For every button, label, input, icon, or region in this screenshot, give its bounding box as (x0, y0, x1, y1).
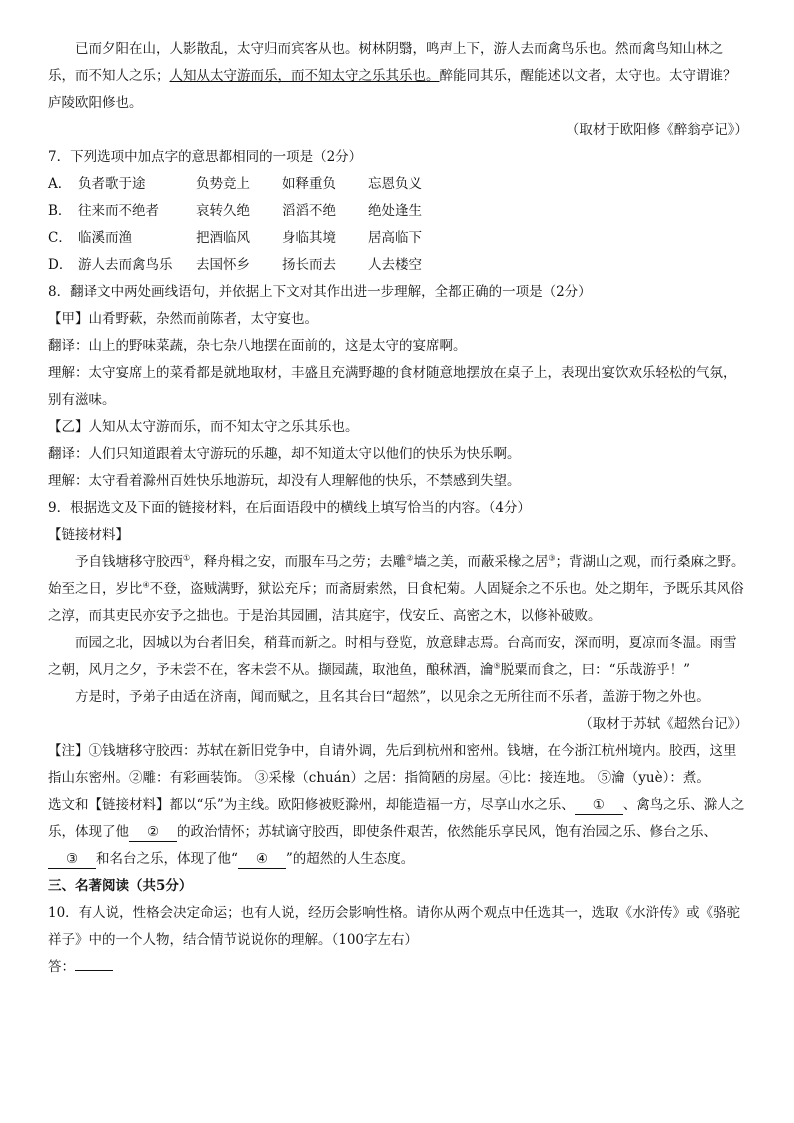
q8-jia-translate: 翻译：山上的野味菜蔬，杂七杂八地摆在面前的，这是太守的宴席啊。 (48, 338, 467, 354)
fill-blank-4[interactable]: ④ (238, 850, 286, 869)
fill-blank-2[interactable]: ② (129, 823, 177, 842)
link-source: （取材于苏轼《超然台记》） (579, 716, 748, 732)
q8-jia: 【甲】山肴野蔌，杂然而前陈者，太守宴也。 (48, 311, 318, 327)
q7-option-c: C． 临溪而渔 把酒临风 身临其境 居高临下 (48, 230, 422, 246)
q10-stem: 10．有人说，性格会决定命运；也有人说，经历会影响性格。请你从两个观点中任选其一，选取《水浒传》或《骆驼祥子》中的一个人物，结合情节说说你的理解。（100字左右） (48, 905, 741, 948)
q8-yi-translate: 翻译：人们只知道跟着太守游玩的乐趣，却不知道太守以他们的快乐为快乐啊。 (48, 446, 521, 462)
passage-source: （取材于欧阳修《醉翁亭记》） (565, 122, 748, 138)
fill-blank-3[interactable]: ③ (48, 850, 96, 869)
q8-stem: 8．翻译文中两处画线语句，并依据上下文对其作出进一步理解，全都正确的一项是（2分） (48, 284, 592, 300)
link-paragraph-2: 而园之北，因城以为台者旧矣，稍葺而新之。时相与登览，放意肆志焉。台高而安，深而明，夏凉而冬温。雨雪之朝，风月之夕，予未尝不在，客未尝不从。撷园蔬，取池鱼，酿秫酒，瀹⑤脱粟而食之，曰：“乐哉游乎！” (48, 635, 737, 678)
q7-option-a: A． 负者歌于途 负势竞上 如释重负 忘恩负义 (48, 176, 422, 192)
q7-stem: 7．下列选项中加点字的意思都相同的一项是（2分） (48, 149, 363, 165)
answer-line[interactable] (75, 970, 113, 971)
link-paragraph-1: 予自钱塘移守胶西①，释舟楫之安，而服车马之劳；去雕②墙之美，而蔽采椽之居③；背湖山之观，而行桑麻之野。始至之日，岁比④不登，盗贼满野，狱讼充斥；而斋厨索然，日食杞菊。人固疑余之不乐也。处之期年，予既乐其风俗之淳，而其吏民亦安予之拙也。于是治其园圃，洁其庭宇，伐安丘、高密之木，以修补破败。 (48, 553, 745, 624)
exam-page (48, 36, 748, 981)
link-paragraph-3: 方是时，予弟子由适在济南，闻而赋之，且名其台曰“超然”，以见余之无所往而不乐者，盖游于物之外也。 (75, 689, 710, 705)
section-3-title: 三、名著阅读（共5分） (48, 878, 193, 894)
q8-jia-understand: 理解：太守宴席上的菜肴都是就地取材，丰盛且充满野趣的食材随意地摆放在桌子上，表现出宴饮欢乐轻松的气氛，别有滋味。 (48, 365, 737, 408)
q8-yi: 【乙】人知从太守游而乐，而不知太守之乐其乐也。 (48, 419, 359, 435)
q8-yi-understand: 理解：太守看着滁州百姓快乐地游玩，却没有人理解他的快乐，不禁感到失望。 (48, 473, 521, 489)
q9-fill-paragraph: 选文和【链接材料】都以“乐”为主线。欧阳修被贬滁州，却能造福一方，尽享山水之乐、 ① 、禽鸟之乐、滁人之乐，体现了他 ② 的政治情怀；苏轼谪守胶西，即使条件艰苦，依然能乐享民风，饱有治园之乐、修台之乐、③ 和名台之乐，体现了他“ ④ ”的超然的人生态度。 (48, 797, 745, 867)
link-material-label: 【链接材料】 (48, 527, 129, 543)
fill-blank-1[interactable]: ① (575, 796, 623, 815)
q7-option-d: D． 游人去而禽鸟乐 去国怀乡 扬长而去 人去楼空 (48, 257, 422, 273)
q10-answer: 答： (48, 954, 748, 981)
q7-option-b: B． 往来而不绝者 哀转久绝 滔滔不绝 绝处逢生 (48, 203, 422, 219)
link-note: 【注】①钱塘移守胶西：苏轼在新旧党争中，自请外调，先后到杭州和密州。钱塘，在今浙江杭州境内。胶西，这里指山东密州。②雕：有彩画装饰。 ③采椽（chuán）之居：指简陋的房屋。④比：接连地。 ⑤瀹（yuè）：煮。 (48, 743, 737, 786)
passage-paragraph: 已而夕阳在山，人影散乱，太守归而宾客从也。树林阴翳，鸣声上下，游人去而禽鸟乐也。然而禽鸟知山林之乐，而不知人之乐；人知从太守游而乐，而不知太守之乐其乐也。醉能同其乐，醒能述以文者，太守也。太守谓谁？庐陵欧阳修也。 (48, 41, 737, 111)
underlined-sentence: 人知从太守游而乐，而不知太守之乐其乐也。 (169, 68, 440, 84)
q9-stem: 9．根据选文及下面的链接材料，在后面语段中的横线上填写恰当的内容。（4分） (48, 500, 531, 516)
